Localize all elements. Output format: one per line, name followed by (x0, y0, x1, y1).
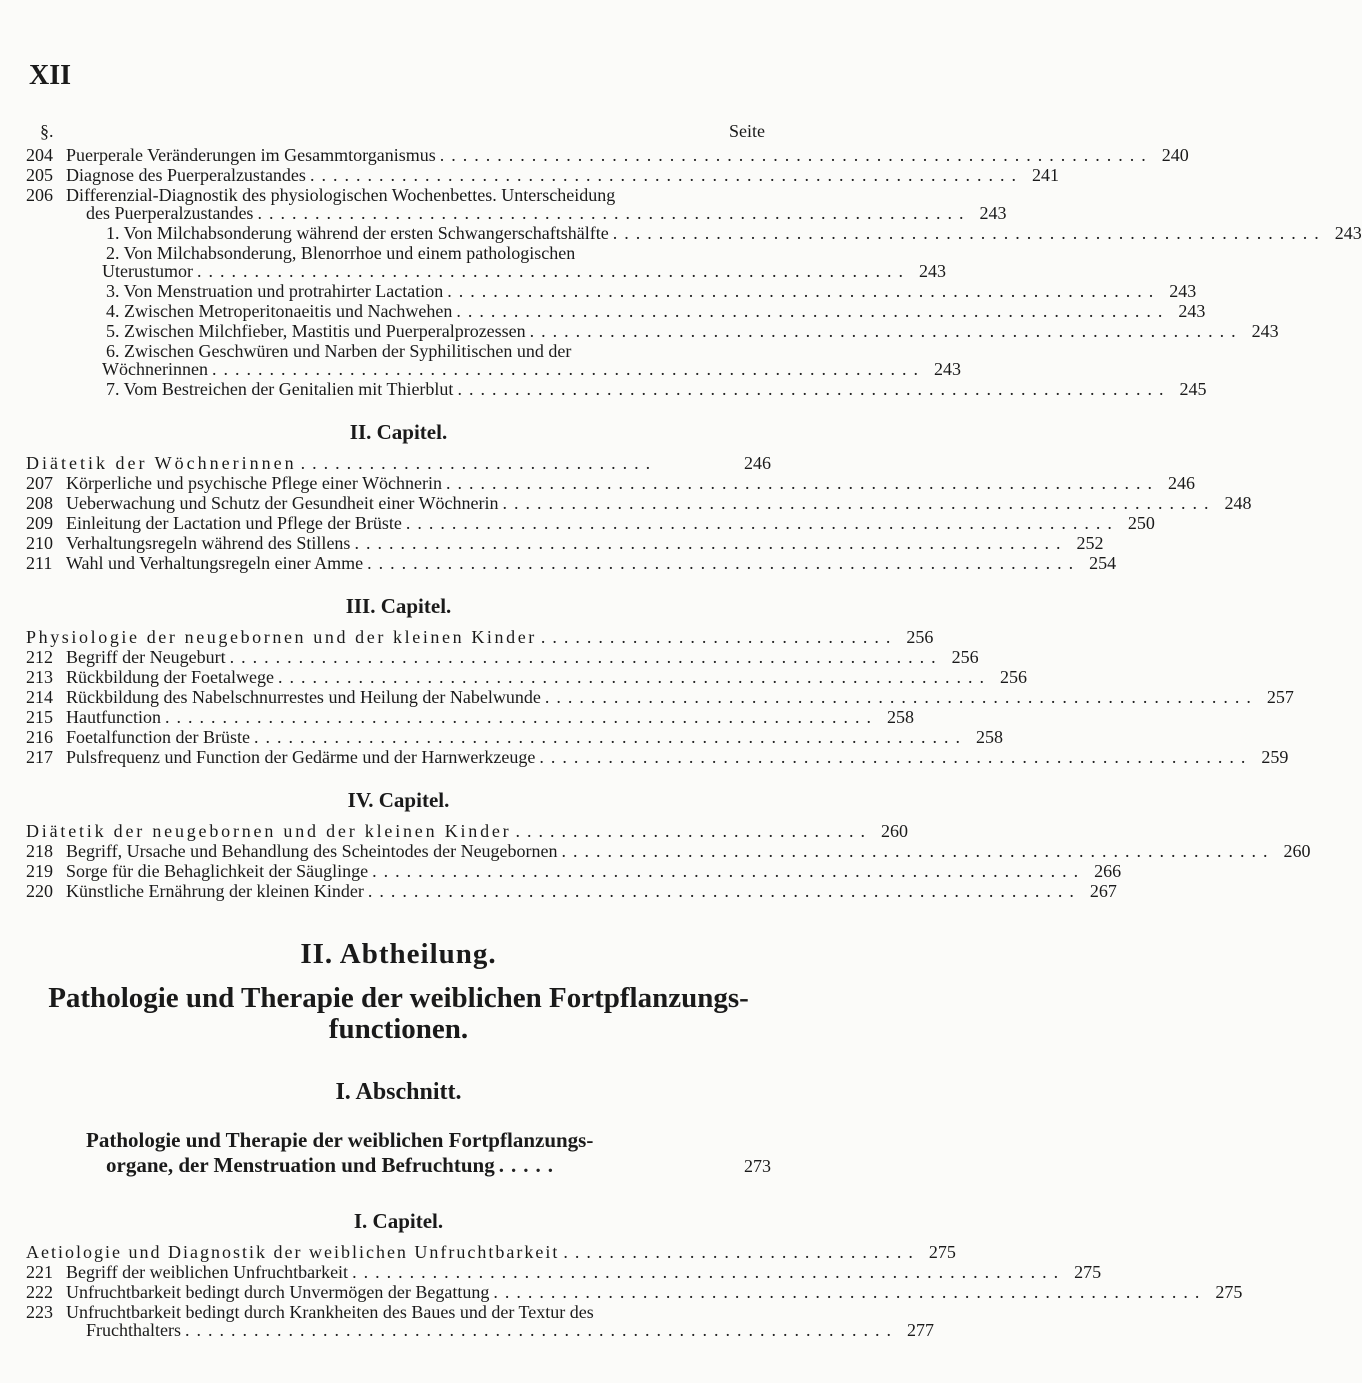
entries-group (26, 145, 1362, 399)
leader-dots: .............................................................. (257, 203, 971, 223)
leader-dots: .............................................................. (544, 687, 1258, 707)
toc-entry (26, 473, 1196, 493)
toc-entry (26, 647, 979, 667)
entry-page: 256 (951, 647, 979, 667)
leader-dots: .............................................................. (211, 359, 925, 379)
section-sign: §. (40, 121, 54, 141)
leader-dots: .............................................................. (612, 223, 1326, 243)
entry-title-continued: des Puerperalzustandes (86, 203, 254, 223)
entry-title: Körperliche und psychische Pflege einer Wöchnerin (66, 473, 443, 493)
entry-title: Rückbildung der Foetalwege (66, 667, 274, 687)
entry-page: 243 (1169, 281, 1197, 301)
entry-continuation (26, 261, 946, 281)
leader-dots: .............................................................. (229, 647, 943, 667)
entries-group (26, 473, 1252, 573)
entry-title: 7. Vom Bestreichen der Genitalien mit Thierblut (106, 379, 454, 399)
entry-page: 246 (1168, 473, 1196, 493)
chapter-heading: I. Capitel. (353, 1209, 444, 1233)
entry-page: 243 (1178, 301, 1206, 321)
page-number: XII (29, 60, 72, 91)
chapter-intro: Physiologie der neugebornen und der kleinen Kinder ............................... 256 (26, 627, 934, 647)
entry-page: 277 (906, 1320, 934, 1340)
entry-title: Einleitung der Lactation und Pflege der Brüste (66, 513, 402, 533)
toc-entry (26, 186, 771, 204)
toc-subentry (26, 321, 1279, 341)
toc-subentry (26, 281, 1197, 301)
leader-dots: .............................................................. (367, 553, 1081, 573)
toc-subentry (26, 301, 1206, 321)
leader-dots: .............................................................. (456, 301, 1170, 321)
entry-title-continued: Uterustumor (102, 261, 193, 281)
leader-dots: .............................................................. (352, 1262, 1066, 1282)
toc-entry (26, 493, 1252, 513)
entry-title: Hautfunction (66, 707, 161, 727)
entry-page: 248 (1224, 493, 1252, 513)
entry-title: Foetalfunction der Brüste (66, 727, 250, 747)
entry-title: Differenzial-Diagnostik des physiologischen Wochenbettes. Unterscheidung (66, 185, 616, 205)
entry-continuation (26, 1320, 934, 1340)
entry-title: Unfruchtbarkeit bedingt durch Krankheiten des Baues und der Textur des (66, 1302, 594, 1322)
entry-number: 220 (26, 881, 53, 901)
entry-number: 204 (26, 145, 53, 165)
entry-title: Begriff der weiblichen Unfruchtbarkeit (66, 1262, 349, 1282)
toc-subentry (26, 379, 1207, 399)
entry-number: 216 (26, 727, 53, 747)
toc-entry (26, 145, 1189, 165)
entry-title: 5. Zwischen Milchfieber, Mastitis und Puerperalprozessen (106, 321, 526, 341)
entry-title: 6. Zwischen Geschwüren und Narben der Syphilitischen und der (106, 341, 572, 361)
entry-title: Wahl und Verhaltungsregeln einer Amme (66, 553, 364, 573)
leader-dots: .............................................................. (164, 707, 878, 727)
toc-entry (26, 707, 914, 727)
entry-number: 206 (26, 185, 53, 205)
leader-dots: .............................................................. (529, 321, 1243, 341)
leader-dots: .............................................................. (372, 861, 1086, 881)
toc-entry (26, 1282, 1243, 1302)
entry-number: 212 (26, 647, 53, 667)
leader-dots: .............................................................. (447, 281, 1161, 301)
toc-entry (26, 553, 1117, 573)
toc-header (26, 118, 771, 144)
entry-number: 219 (26, 861, 53, 881)
entry-number: 207 (26, 473, 53, 493)
entry-title: Begriff, Ursache und Behandlung des Scheintodes der Neugebornen (66, 841, 558, 861)
leader-dots: .............................................................. (309, 165, 1023, 185)
chapter-intro: Diätetik der Wöchnerinnen ............................... 246 (26, 453, 771, 473)
toc-subentry (26, 342, 771, 360)
entry-title: Puerperale Veränderungen im Gesammtorganismus (66, 145, 436, 165)
leader-dots: .............................................................. (493, 1282, 1207, 1302)
entry-number: 205 (26, 165, 53, 185)
toc-entry (26, 727, 1003, 747)
entry-page: 257 (1266, 687, 1294, 707)
toc-entry (26, 1262, 1102, 1282)
entry-number: 211 (26, 553, 53, 573)
entry-number: 223 (26, 1302, 53, 1322)
page-column-label: Seite (729, 121, 765, 141)
toc-subentry (26, 223, 1362, 243)
entry-page: 243 (979, 203, 1007, 223)
leader-dots: .............................................................. (405, 513, 1119, 533)
entry-title: 2. Von Milchabsonderung, Blenorrhoe und einem pathologischen (106, 243, 576, 263)
entry-title: Künstliche Ernährung der kleinen Kinder (66, 881, 364, 901)
entry-page: 240 (1161, 145, 1189, 165)
entry-continuation (26, 203, 1007, 223)
toc-entry (26, 687, 1294, 707)
entry-number: 222 (26, 1282, 53, 1302)
entry-number: 217 (26, 747, 53, 767)
entry-page: 245 (1179, 379, 1207, 399)
entry-page: 243 (1334, 223, 1362, 243)
leader-dots: .............................................................. (502, 493, 1216, 513)
entries-group (26, 841, 1311, 901)
entries-group (26, 647, 1294, 767)
entry-title: 1. Von Milchabsonderung während der ersten Schwangerschaftshälfte (106, 223, 609, 243)
entry-title-continued: Fruchthalters (86, 1320, 181, 1340)
entry-title: Sorge für die Behaglichkeit der Säuglinge (66, 861, 369, 881)
chapter-heading: II. Capitel. (349, 420, 448, 444)
entry-page: 243 (933, 359, 961, 379)
leader-dots: .............................................................. (277, 667, 991, 687)
entry-title: 4. Zwischen Metroperitonaeitis und Nachwehen (106, 301, 453, 321)
entry-page: 266 (1094, 861, 1122, 881)
entry-continuation (26, 359, 961, 379)
toc-subentry (26, 244, 771, 262)
toc-entry (26, 841, 1311, 861)
leader-dots: .............................................................. (539, 747, 1253, 767)
entry-number: 214 (26, 687, 53, 707)
entry-title: Begriff der Neugeburt (66, 647, 226, 667)
part-title-line: functionen. (328, 1013, 469, 1045)
toc-entry (26, 165, 1059, 185)
chapter-heading: III. Capitel. (345, 594, 452, 618)
entry-page: 243 (1251, 321, 1279, 341)
entry-title: 3. Von Menstruation und protrahirter Lactation (106, 281, 444, 301)
toc-entry (26, 667, 1027, 687)
entry-page: 275 (1215, 1282, 1243, 1302)
leader-dots: .............................................................. (561, 841, 1275, 861)
entry-number: 213 (26, 667, 53, 687)
entry-page: 258 (975, 727, 1003, 747)
entry-page: 259 (1261, 747, 1289, 767)
leader-dots: .............................................................. (439, 145, 1153, 165)
leader-dots: .............................................................. (354, 533, 1068, 553)
entry-number: 208 (26, 493, 53, 513)
chapter-intro: Aetiologie und Diagnostik der weiblichen Unfruchtbarkeit ............................... 275 (26, 1242, 956, 1262)
leader-dots: .............................................................. (253, 727, 967, 747)
chapter-heading: IV. Capitel. (347, 788, 450, 812)
leader-dots: .............................................................. (457, 379, 1171, 399)
entry-number: 221 (26, 1262, 53, 1282)
entry-number: 210 (26, 533, 53, 553)
part-heading: II. Abtheilung. (300, 938, 497, 970)
entry-page: 254 (1089, 553, 1117, 573)
entry-title: Verhaltungsregeln während des Stillens (66, 533, 351, 553)
entry-page: 258 (886, 707, 914, 727)
leader-dots: .............................................................. (184, 1320, 898, 1340)
entry-number: 209 (26, 513, 53, 533)
entry-title: Unfruchtbarkeit bedingt durch Unvermögen der Begattung (66, 1282, 490, 1302)
leader-dots: .............................................................. (196, 261, 910, 281)
entry-page: 267 (1089, 881, 1117, 901)
entry-number: 218 (26, 841, 53, 861)
toc-entry (26, 513, 1155, 533)
entry-page: 275 (1074, 1262, 1102, 1282)
entry-title: Rückbildung des Nabelschnurrestes und Heilung der Nabelwunde (66, 687, 541, 707)
entry-page: 250 (1127, 513, 1155, 533)
chapter-intro: Diätetik der neugebornen und der kleinen Kinder ............................... 260 (26, 821, 908, 841)
entry-page: 260 (1283, 841, 1311, 861)
entry-number: 215 (26, 707, 53, 727)
section-heading: I. Abschnitt. (335, 1079, 462, 1105)
toc-entry (26, 533, 1104, 553)
leader-dots: .............................................................. (367, 881, 1081, 901)
entry-title: Diagnose des Puerperalzustandes (66, 165, 306, 185)
entries-group (26, 1262, 1243, 1340)
table-of-contents (26, 118, 1362, 1340)
section-title: Pathologie und Therapie der weiblichen Fortpflanzungs- organe, der Menstruation und Befruchtung ..... 273 (86, 1128, 771, 1177)
entry-page: 243 (918, 261, 946, 281)
toc-entry (26, 747, 1289, 767)
toc-entry (26, 1303, 771, 1321)
entry-title-continued: Wöchnerinnen (102, 359, 208, 379)
leader-dots: .............................................................. (446, 473, 1160, 493)
entry-title: Pulsfrequenz und Function der Gedärme und der Harnwerkzeuge (66, 747, 536, 767)
entry-page: 252 (1076, 533, 1104, 553)
entry-page: 256 (999, 667, 1027, 687)
entry-page: 241 (1031, 165, 1059, 185)
part-title-line: Pathologie und Therapie der weiblichen Fortpflanzungs- (48, 982, 749, 1014)
entry-title: Ueberwachung und Schutz der Gesundheit einer Wöchnerin (66, 493, 499, 513)
toc-entry (26, 881, 1117, 901)
toc-entry (26, 861, 1122, 881)
